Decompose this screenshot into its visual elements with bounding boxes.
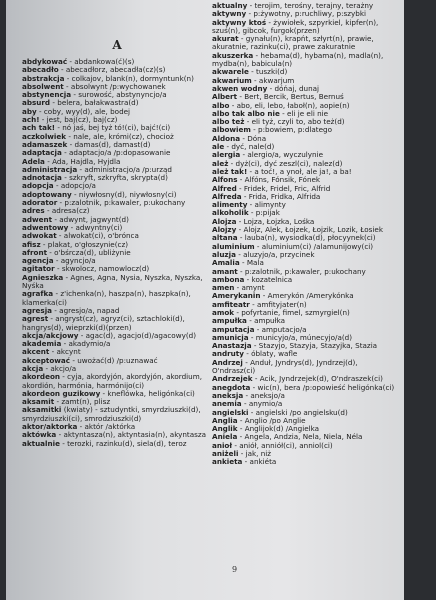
entry-headword: ankieta — [212, 457, 243, 467]
entry-headword: agresja — [22, 305, 53, 315]
entry-definition: - eli tyż, czyli to, abo też(d) — [244, 117, 345, 127]
entry-definition: - agresjo/a, napad — [52, 305, 120, 315]
entry-definition: - terozki, razinku(d), siela(d), teroz — [59, 438, 187, 448]
entry-definition: - kozatelnica — [244, 274, 293, 284]
entry-definition: - administracjo/a /p:urząd — [77, 164, 172, 174]
right-entries — [212, 2, 402, 467]
entry-headword: akcja/akcjowy — [22, 330, 79, 340]
entry-definition: - p:zalotnik, p:kawaler, p:ukochany — [57, 198, 186, 208]
left-column — [22, 38, 212, 448]
entry-definition: - Frida, Fridka, Alfrida — [241, 191, 321, 201]
entry-headword: akwen wodny — [212, 83, 268, 93]
dictionary-entry — [22, 290, 212, 307]
entry-definition: - Acik, Jyndrzejek(d), O'ndraszek(ci) — [252, 374, 383, 384]
entry-definition: - angryst(cz), agryz(ci), sztachloki(d), hangrys(d), wieprzki(d)(przen) — [22, 314, 185, 332]
entry-definition: - adwynt, jagwynt(d) — [52, 214, 129, 224]
entry-definition: - absolwynt /p:wychowanek — [63, 81, 166, 91]
entry-definition: - Anglijok(d) /Angielka — [237, 424, 320, 434]
entry-definition: - agyncjo/a — [53, 256, 96, 266]
entry-headword: ależ tak! — [212, 166, 248, 176]
entry-headword: amok — [212, 307, 235, 317]
entry-definition: - belera, bałakwastra(d) — [50, 98, 139, 108]
entry-definition: - aluminium(ci) /alamunijowy(ci) — [254, 241, 374, 251]
entry-definition: - ankiéta — [242, 457, 277, 467]
entry-definition: - plakat, o'głoszynie(cz) — [40, 239, 129, 249]
entry-headword: aktualny — [212, 1, 248, 10]
dictionary-entry — [22, 373, 212, 390]
entry-definition: - aniół, anniół(ci), anniol(ci) — [232, 440, 333, 450]
entry-definition: - akadymio/a — [61, 339, 111, 349]
entry-definition: - skwolocz, namowlocz(d) — [54, 264, 150, 274]
entry-headword: aneksja — [212, 390, 244, 400]
entry-headword: akceptować — [22, 355, 71, 365]
dictionary-entry — [212, 359, 402, 376]
entry-headword: amant — [212, 266, 238, 276]
dictionary-page — [6, 0, 404, 600]
entry-headword: absurd — [22, 98, 51, 108]
entry-definition: - wic(n), bera /p:opowieść heligónka(ci) — [250, 382, 395, 392]
entry-headword: albo tak albo nie — [212, 108, 280, 118]
entry-definition: - aktyntasza(n), aktyntasia(n), akyntasza — [56, 430, 207, 440]
entry-headword: adwent — [22, 214, 53, 224]
entry-headword: albowiem — [212, 125, 251, 135]
entry-headword: adnotacja — [22, 173, 62, 183]
entry-definition: - municyjo/a, múnecyjo/a(d) — [248, 332, 353, 342]
entry-headword: Aldona — [212, 133, 241, 143]
entry-definition: - z'ichenka(n), haszpa(n), haszpka(n), klamerka(ci) — [22, 289, 191, 307]
entry-headword: afront — [22, 247, 48, 257]
entry-headword: akwarium — [212, 75, 252, 85]
entry-headword: adwentowy — [22, 222, 69, 232]
entry-headword: albo — [212, 100, 230, 110]
entry-definition: - aluzyjo/a, przycinek — [235, 249, 315, 259]
entry-definition: - dóńaj, dunaj — [267, 83, 320, 93]
entry-headword: adamaszek — [22, 139, 68, 149]
entry-definition: - abo, eli, lebo, łaboł(n), aopie(n) — [229, 100, 350, 110]
entry-headword: aktówka — [22, 430, 57, 440]
entry-headword: ach! — [22, 115, 40, 125]
entry-definition: - p:bowiem, p:dlatego — [250, 125, 332, 135]
entry-headword: Andrzej — [212, 357, 243, 367]
entry-definition: - akcynt — [49, 347, 81, 357]
entry-headword: Alfred — [212, 183, 237, 193]
entry-definition: - Stazyjo, Stazyja, Stazyjka, Stazia — [251, 341, 378, 351]
entry-definition: - eli je eli nie — [279, 108, 329, 118]
dictionary-entry — [212, 458, 402, 466]
entry-headword: abstrakcja — [22, 73, 65, 83]
entry-definition: - alimynty — [247, 200, 286, 210]
entry-headword: aksamit — [22, 397, 55, 407]
entry-definition: - Alojz, Alek, Łojzek, Łojzik, Lozik, Łosiek — [236, 225, 384, 235]
entry-headword: aktualnie — [22, 438, 60, 448]
entry-headword: akwarele — [212, 67, 249, 77]
entry-headword: angielski — [212, 407, 249, 417]
section-letter: A — [112, 38, 122, 52]
entry-headword: aktywny — [212, 9, 247, 19]
entry-definition: - gynału(n), krapńt, szłyrt(n), prawie, akuratnie, razinku(ci), prawe zakuratnie — [212, 34, 374, 52]
entry-definition: - colkajov, blank(n), dormyntunk(n) — [64, 73, 194, 83]
entry-definition: - coby, wyy(d), ale, bodej — [36, 106, 131, 116]
entry-definition: - óblaty, wafle — [243, 349, 298, 359]
entry-definition: - adresa(cz) — [44, 206, 90, 216]
entry-definition: - hebama(d), hybama(n), madla(n), mydba(n), babicula(n) — [212, 50, 384, 69]
entry-headword: Amerykanin — [212, 291, 261, 301]
entry-headword: Amalia — [212, 258, 240, 268]
entry-headword: akademia — [22, 339, 62, 349]
entry-definition: - abecadłorz, abecadła(cz)(s) — [58, 65, 166, 75]
entry-definition: - aneksjo/a — [243, 390, 285, 400]
entry-definition: - abdankowa(ć)(s) — [67, 57, 135, 66]
entry-definition: - lauba(n), wysiodka(d), płocyynek(ci) — [237, 233, 376, 243]
dictionary-entry — [22, 406, 212, 423]
entry-headword: agencja — [22, 256, 54, 266]
entry-headword: aktywny ktoś — [212, 17, 267, 27]
entry-headword: ampułka — [212, 316, 247, 326]
entry-headword: Anglia — [212, 415, 238, 425]
entry-definition: - pofyrtanie, fimel, szmyrgiel(n) — [234, 307, 350, 317]
entry-headword: ach tak! — [22, 123, 56, 133]
entry-headword: anemia — [212, 399, 242, 409]
entry-headword: aktor/aktorka — [22, 422, 78, 432]
entry-definition: - adopcjo/a — [53, 181, 96, 191]
entry-definition: - żywiołek, szpyrkiel, kipfer(n), szuś(n), gibcok, furgok(przen) — [212, 17, 379, 35]
entry-definition: - nó jaś, bej tyż tó!(ci), bajć!(ci) — [55, 123, 171, 133]
entry-headword: adorator — [22, 198, 58, 208]
entry-headword: amputacja — [212, 324, 255, 334]
entry-definition: - anymio/a — [241, 399, 283, 409]
entry-headword: Agnieszka — [22, 272, 64, 282]
entry-headword: Anastazja — [212, 341, 252, 351]
entry-headword: Anglik — [212, 424, 238, 434]
entry-definition: - zamt(n), plisz — [54, 397, 111, 407]
entry-headword: akuszerka — [212, 50, 254, 60]
entry-definition: - damas(d), damast(d) — [67, 139, 151, 149]
entry-definition: - dyż(ci), dyć zeszl(ci), nalez(d) — [228, 158, 343, 168]
entry-definition: (kwiaty) - sztudyntki, smyrdziuszki(d), smyrdziuszki(ci), smrodziuszki(d) — [22, 405, 201, 423]
entry-definition: - cyja, akordyjón, akordyjón, akordium, akordión, harmónia, harmónijo(ci) — [22, 372, 203, 390]
entry-headword: alergia — [212, 150, 241, 160]
dictionary-entry — [212, 35, 402, 52]
entry-definition: - Dóna — [240, 133, 267, 143]
entry-definition: - szkryft, szkryfta, skrypta(d) — [61, 173, 168, 183]
entry-definition: - akcjo/a — [43, 363, 77, 373]
entry-definition: - Fridek, Fridel, Fric, Alfrid — [236, 183, 331, 193]
entry-definition: - tuszki(d) — [248, 67, 288, 77]
entry-definition: - alwokat(ci), o'brónca — [56, 231, 139, 241]
entry-definition: - p:żywotny, p:ruchliwy, p:szybki — [246, 9, 367, 19]
entry-headword: ambona — [212, 274, 245, 284]
entry-definition: - o'bśrcza(d), ubliżynie — [47, 247, 131, 257]
entry-definition: - Bert, Bercik, Bertus, Bernuś — [237, 92, 344, 102]
entry-headword: afisz — [22, 239, 41, 249]
entry-headword: adres — [22, 206, 45, 216]
entry-headword: alimenty — [212, 200, 248, 210]
entry-definition: - jest, baj(cz), baj(cz) — [39, 115, 118, 125]
entry-headword: adoptowany — [22, 189, 72, 199]
entry-definition: - amfityjater(n) — [249, 299, 307, 309]
entry-headword: amen — [212, 283, 235, 293]
entry-definition: - Angela, Andzia, Nela, Niela, Néla — [237, 432, 363, 442]
entry-definition: - agac(d), agacjo(d)/agacowy(d) — [78, 330, 197, 340]
entry-headword: anioł — [212, 440, 233, 450]
entry-headword: anegdota — [212, 382, 251, 392]
entry-headword: aluzja — [212, 249, 236, 259]
entry-definition: - adwyntny(ci) — [68, 222, 123, 232]
entry-headword: akcja — [22, 363, 44, 373]
entry-definition: - a toć!, a ynoł, ale ja!, a ba! — [247, 166, 352, 176]
entry-definition: - p:pijak — [248, 208, 280, 218]
entry-headword: akordeon guzikowy — [22, 388, 101, 398]
entry-headword: agrafka — [22, 289, 54, 299]
entry-headword: absolwent — [22, 81, 64, 91]
entry-definition: - Amerykón /Amerykónka — [260, 291, 354, 301]
entry-definition: - Anglio /po Anglie — [237, 415, 306, 425]
entry-definition: - niywłosny(d), niywłosny(ci) — [71, 189, 177, 199]
entry-headword: adwokat — [22, 231, 57, 241]
entry-headword: aksamitki — [22, 405, 62, 415]
entry-definition: - kneflówka, heligónka(ci) — [100, 388, 195, 398]
entry-definition: - Anduł, Jyndrys(d), Jyndrzej(d), O'ndrasz(ci) — [212, 357, 358, 376]
dictionary-entry — [22, 440, 212, 448]
entry-headword: agitator — [22, 264, 55, 274]
entry-definition: - terojim, terośny, terajny, terażny — [247, 1, 374, 10]
entry-headword: Alojzy — [212, 225, 237, 235]
entry-headword: abdykować — [22, 57, 68, 66]
entry-headword: agrest — [22, 314, 49, 324]
page-number: 9 — [232, 565, 238, 574]
entry-definition: - nale, ale, krómi(cz), chocioż — [66, 131, 174, 141]
entry-headword: aczkolwiek — [22, 131, 67, 141]
entry-definition: - dyć, nale(d) — [224, 142, 275, 152]
entry-definition: - Ada, Hajdla, Hyjdla — [44, 156, 121, 166]
entry-headword: ależ — [212, 158, 229, 168]
entry-headword: aniżeli — [212, 449, 239, 459]
entry-headword: Albert — [212, 92, 238, 102]
entry-definition: - akwarjum — [251, 75, 295, 85]
entry-headword: akordeon — [22, 372, 60, 382]
entry-headword: ale — [212, 142, 225, 152]
dictionary-entry — [22, 274, 212, 291]
entry-headword: altana — [212, 233, 238, 243]
dictionary-entry — [212, 19, 402, 36]
entry-definition: - p:zalotnik, p:kawaler, p:ukochany — [237, 266, 366, 276]
entry-definition: - Lojza, Łojzka, Lośka — [236, 216, 315, 226]
entry-headword: akurat — [212, 34, 239, 44]
entry-headword: andruty — [212, 349, 244, 359]
entry-definition: - angielski /po angielsku(d) — [248, 407, 348, 417]
entry-headword: aluminium — [212, 241, 255, 251]
entry-definition: - surowość, abstynyncjo/a — [71, 90, 167, 100]
entry-headword: Aniela — [212, 432, 238, 442]
entry-headword: Alojza — [212, 216, 237, 226]
entry-headword: adopcja — [22, 181, 54, 191]
entry-definition: - uwożać(d) /p:uznawać — [70, 355, 158, 365]
entry-definition: - Alfóns, Fónsik, Fónek — [237, 175, 321, 185]
entry-headword: albo też — [212, 117, 245, 127]
entry-headword: adaptacja — [22, 148, 62, 158]
left-entries — [22, 58, 212, 448]
entry-definition: - amputacjo/a — [254, 324, 307, 334]
entry-headword: Adela — [22, 156, 45, 166]
entry-definition: - Mala — [239, 258, 264, 268]
entry-headword: aby — [22, 106, 37, 116]
entry-headword: Alfons — [212, 175, 238, 185]
entry-headword: akcent — [22, 347, 50, 357]
entry-definition: - amynt — [234, 283, 265, 293]
entry-definition: - alergio/a, wyczulynie — [240, 150, 324, 160]
entry-headword: abstynencja — [22, 90, 72, 100]
entry-definition: - ampułka — [246, 316, 286, 326]
entry-headword: abecadło — [22, 65, 59, 75]
entry-headword: Andrzejek — [212, 374, 253, 384]
dictionary-entry — [212, 52, 402, 69]
entry-definition: - aktór /aktórka — [77, 422, 136, 432]
entry-headword: Alfreda — [212, 191, 242, 201]
entry-definition: - adaptacjo/a /p:dopasowanie — [61, 148, 171, 158]
entry-headword: alkoholik — [212, 208, 249, 218]
entry-definition: - Agnes, Agna, Nysia, Nyszka, Nyszka, Nyśka — [22, 272, 203, 291]
dictionary-entry — [22, 315, 212, 332]
right-column — [212, 2, 402, 467]
entry-headword: administracja — [22, 164, 78, 174]
entry-definition: - jak, niż — [238, 449, 272, 459]
entry-headword: amfiteatr — [212, 299, 250, 309]
entry-headword: amunicja — [212, 332, 249, 342]
